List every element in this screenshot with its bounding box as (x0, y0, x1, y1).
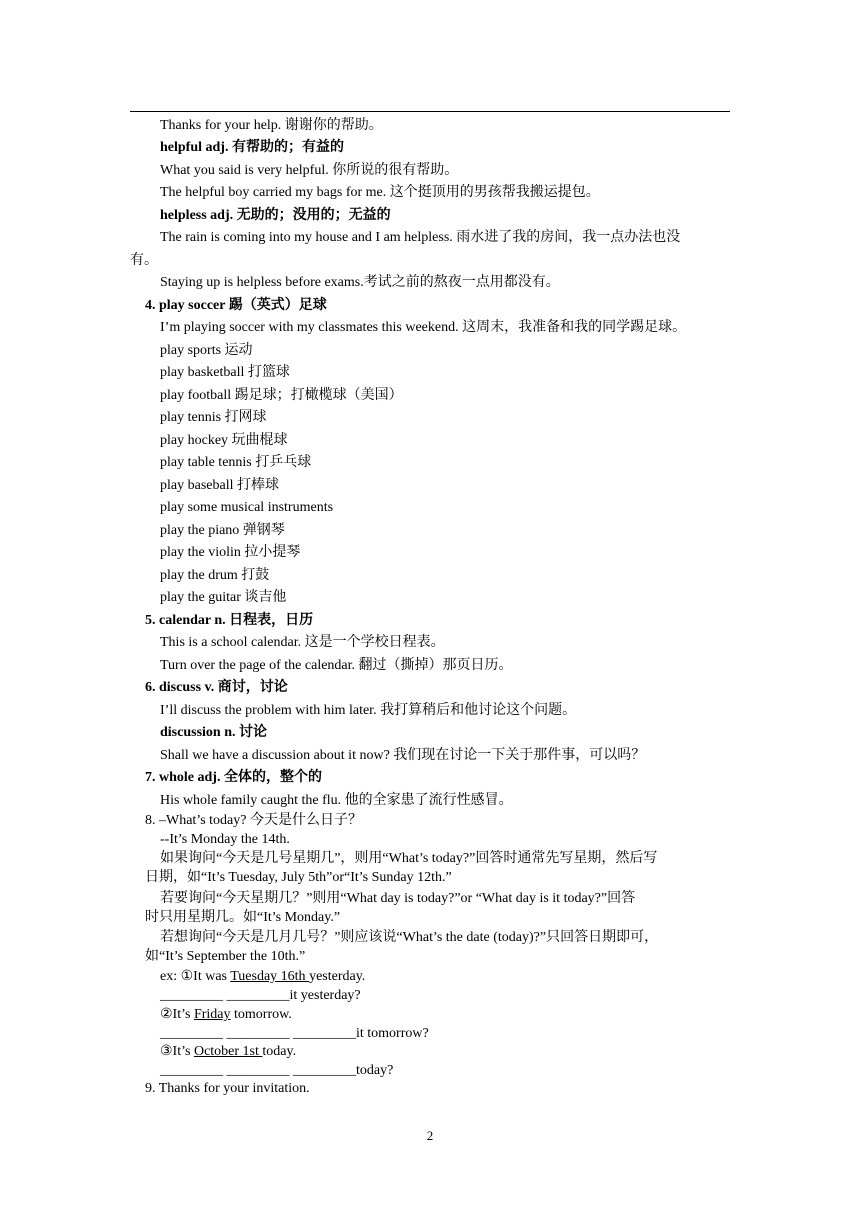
text-line: Turn over the page of the calendar. 翻过（撕掉）那页日历。 (160, 658, 513, 673)
text-line: Thanks for your help. 谢谢你的帮助。 (160, 118, 383, 133)
section-heading-play-soccer: 4. play soccer 踢（英式）足球 (145, 298, 327, 313)
exercise-2 (160, 1006, 292, 1024)
text-line: 时只用星期几。如“It’s Monday.” (145, 910, 341, 925)
vocab-heading-helpful: helpful adj. 有帮助的；有益的 (160, 140, 344, 155)
text-line: play tennis 打网球 (160, 410, 267, 425)
text-line: play the drum 打鼓 (160, 568, 270, 583)
vocab-heading-helpless: helpless adj. 无助的；没用的；无益的 (160, 208, 391, 223)
text-line: 若想询问“今天是几月几号？”则应该说“What’s the date (today)?”只回答日期即可， (160, 930, 659, 945)
text-line: 如“It’s September the 10th.” (145, 949, 306, 964)
exercise-blank: _________ _________ _________it tomorrow? (160, 1026, 429, 1041)
text-line: 日期，如“It’s Tuesday, July 5th”or“It’s Sunday 12th.” (145, 870, 452, 885)
section-heading-whats-today: 8. –What’s today? 今天是什么日子？ (145, 813, 362, 828)
text-line: I’ll discuss the problem with him later. 我打算稍后和他讨论这个问题。 (160, 703, 577, 718)
exercise-text: ③It’s (160, 1044, 194, 1059)
exercise-text: ex: ①It was (160, 969, 231, 984)
underlined-answer: October 1st (193, 1044, 263, 1059)
text-line: The rain is coming into my house and I am helpless. 雨水进了我的房间，我一点办法也没 (160, 230, 681, 245)
text-line: What you said is very helpful. 你所说的很有帮助。 (160, 163, 459, 178)
section-heading-invitation: 9. Thanks for your invitation. (145, 1081, 310, 1096)
text-line: play some musical instruments (160, 500, 334, 515)
page-number: 2 (426, 1128, 434, 1143)
text-line: play hockey 玩曲棍球 (160, 433, 288, 448)
text-line: Shall we have a discussion about it now? 我们现在讨论一下关于那件事，可以吗？ (160, 748, 646, 763)
text-line: play the violin 拉小提琴 (160, 545, 301, 560)
text-line: 如果询问“今天是几号星期几”，则用“What’s today?”回答时通常先写星期，然后写 (160, 851, 658, 866)
text-line: 若要询问“今天星期几？”则用“What day is today?”or “What day is it today?”回答 (160, 891, 636, 906)
exercise-text: yesterday. (309, 969, 366, 984)
exercise-text: today. (262, 1044, 297, 1059)
exercise-1 (160, 968, 365, 986)
header-rule (130, 111, 730, 112)
text-line: play baseball 打棒球 (160, 478, 279, 493)
text-line: play table tennis 打乒乓球 (160, 455, 312, 470)
text-line: His whole family caught the flu. 他的全家患了流行性感冒。 (160, 793, 513, 808)
exercise-3 (160, 1043, 296, 1061)
section-heading-whole: 7. whole adj. 全体的，整个的 (145, 770, 322, 785)
text-line: Staying up is helpless before exams.考试之前的熬夜一点用都没有。 (160, 275, 560, 290)
exercise-blank: _________ _________it yesterday? (160, 988, 361, 1003)
exercise-text: tomorrow. (230, 1007, 292, 1022)
exercise-blank: _________ _________ _________today? (160, 1063, 394, 1078)
exercise-text: ②It’s (160, 1007, 194, 1022)
underlined-answer: Friday (193, 1007, 231, 1022)
vocab-heading-discussion: discussion n. 讨论 (160, 725, 267, 740)
text-line: The helpful boy carried my bags for me. 这个挺顶用的男孩帮我搬运提包。 (160, 185, 600, 200)
text-line: 有。 (130, 253, 158, 268)
underlined-answer: Tuesday 16th (230, 969, 310, 984)
text-line: play basketball 打篮球 (160, 365, 290, 380)
section-heading-calendar: 5. calendar n. 日程表，日历 (145, 613, 314, 628)
text-line: I’m playing soccer with my classmates this weekend. 这周末，我准备和我的同学踢足球。 (160, 320, 687, 335)
text-line: play the guitar 谈吉他 (160, 590, 287, 605)
section-heading-discuss: 6. discuss v. 商讨，讨论 (145, 680, 288, 695)
text-line: play sports 运动 (160, 343, 253, 358)
text-line: --It’s Monday the 14th. (160, 832, 290, 847)
text-line: play the piano 弹钢琴 (160, 523, 285, 538)
text-line: play football 踢足球；打橄榄球（美国） (160, 388, 403, 403)
text-line: This is a school calendar. 这是一个学校日程表。 (160, 635, 445, 650)
